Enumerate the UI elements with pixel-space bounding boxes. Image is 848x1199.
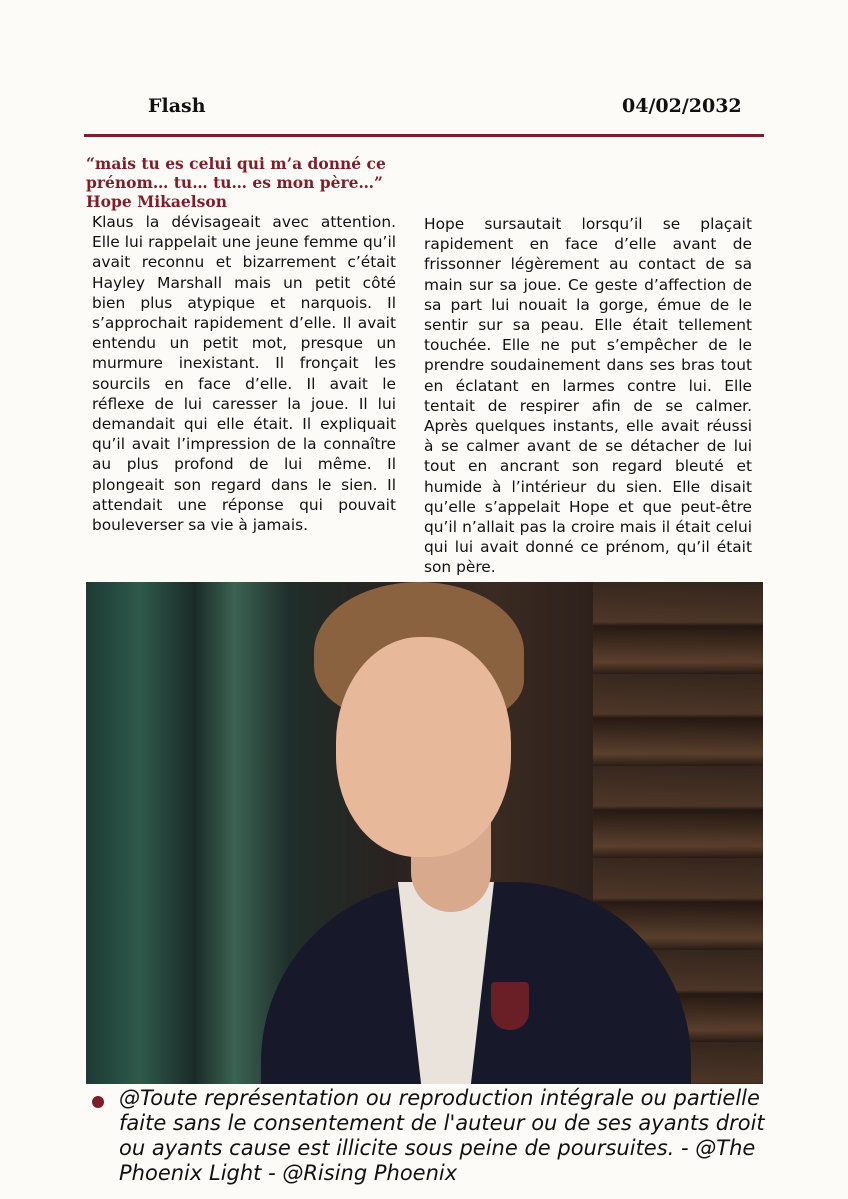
section-label: Flash xyxy=(148,95,206,117)
pull-quote-text: “mais tu es celui qui m’a donné ce prénom… tu… tu… es mon père…” xyxy=(86,154,386,192)
photo-blazer-crest xyxy=(491,982,529,1030)
article-column-left: Klaus la dévisageait avec attention. Elle lui rappelait une jeune femme qu’il avait reconnu et bizarrement c’était Hayley Marshall mais un petit côté bien plus atypique et narquois. Il s’approchait rapidement d’elle. Il avait entendu un petit mot, presque un murmure inexistant. Il fronçait les sourcils en face d’elle. Il avait le réflexe de lui caresser la joue. Il lui demandait qui elle était. Il expliquait qu’il avait l’impression de la connaître au plus profond de lui même. Il plongeait son regard dans le sien. Il attendait une réponse qui pouvait bouleverser sa vie à jamais. xyxy=(92,213,396,535)
photo-face xyxy=(336,637,511,857)
article-photo xyxy=(86,582,763,1084)
copyright-notice xyxy=(92,1086,792,1186)
issue-date: 04/02/2032 xyxy=(622,95,742,117)
article-column-right: Hope sursautait lorsqu’il se plaçait rapidement en face d’elle avant de frissonner légèrement au contact de sa main sur sa joue. Ce geste d’affection de sa part lui nouait la gorge, émue de le sentir sur sa peau. Elle était tellement touchée. Elle ne put s’empêcher de le prendre soudainement dans ses bras tout en éclatant en larmes contre lui. Elle tentait de respirer afin de se calmer. Après quelques instants, elle avait réussi à se calmer avant de se détacher de lui tout en ancrant son regard bleuté et humide à l’intérieur du sien. Elle disait qu’elle s’appelait Hope et que peut-être qu’il n’allait pas la croire mais il était celui qui lui avait donné ce prénom, qu’il était son père. xyxy=(424,215,752,577)
copyright-text: @Toute représentation ou reproduction intégrale ou partielle faite sans le consentement de l'auteur ou de ses ayants droit ou ayants cause est illicite sous peine de poursuites. - @The Phoenix Light - @Rising Phoenix xyxy=(119,1086,765,1185)
bullet-icon xyxy=(92,1096,104,1108)
pull-quote-author: Hope Mikaelson xyxy=(86,192,227,211)
pull-quote xyxy=(86,154,406,211)
header-divider xyxy=(84,134,764,137)
